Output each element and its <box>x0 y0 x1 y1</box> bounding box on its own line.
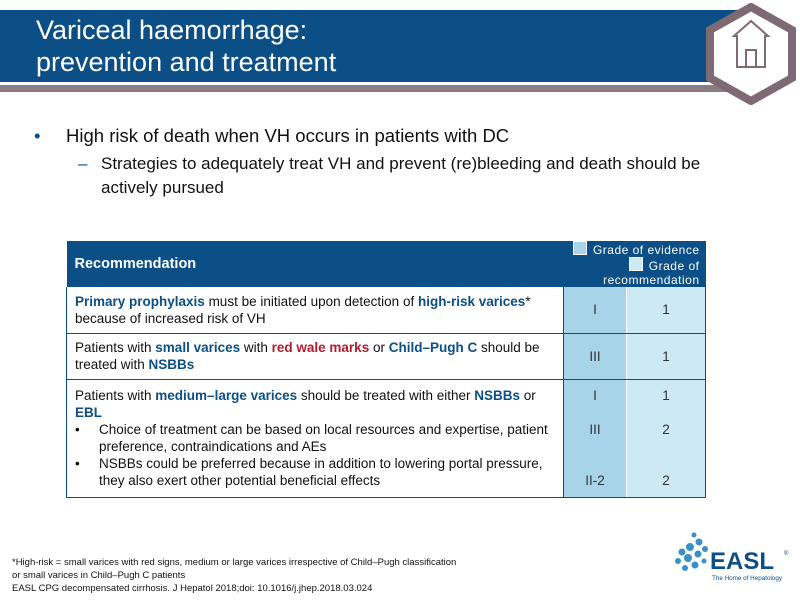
sub-bullet-item <box>34 152 734 200</box>
table-row <box>67 333 706 379</box>
grade-of-recommendation-cell: 1 <box>627 333 706 379</box>
logo-tagline: The Home of Hepatology <box>712 575 783 582</box>
header-divider <box>0 85 740 92</box>
text-span: Patients with <box>75 388 156 403</box>
grade-of-evidence-cell: I <box>564 287 627 333</box>
legend-grade-recommendation: Grade of recommendation <box>603 259 700 287</box>
bullet-dot-icon: • <box>75 456 80 471</box>
sub-point <box>75 455 555 489</box>
sub-point-text: NSBBs could be preferred because in addition to lowering portal pressure, they also exert other potential beneficial effects <box>99 456 543 488</box>
recommendation-text <box>67 379 564 497</box>
grade-of-recommendation-cell <box>627 379 706 497</box>
logo-name: EASL <box>710 548 775 575</box>
grade-value: 2 <box>662 473 670 488</box>
footnote <box>12 556 456 595</box>
evidence-value: I <box>593 388 597 403</box>
highlight-text: medium–large varices <box>155 388 298 403</box>
grade-of-evidence-cell <box>564 379 627 497</box>
recommendation-text <box>67 333 564 379</box>
bullet-dot-icon: • <box>75 422 80 437</box>
grade-of-recommendation-cell: 1 <box>627 287 706 333</box>
bullet-list <box>34 124 734 200</box>
highlight-text: NSBBs <box>474 388 521 403</box>
home-icon[interactable] <box>706 3 796 105</box>
page-title <box>36 14 336 78</box>
highlight-text: Primary prophylaxis <box>75 293 205 309</box>
grade-value: 2 <box>662 422 670 437</box>
text-span: Patients with <box>75 340 156 355</box>
highlight-text: small varices <box>155 340 241 355</box>
footnote-line: or small varices in Child–Pugh C patients <box>12 570 186 581</box>
table-row <box>67 287 706 333</box>
text-span: or <box>369 340 389 355</box>
title-line-2: prevention and treatment <box>36 47 337 77</box>
header-legend <box>564 241 706 287</box>
text-span: with <box>240 340 272 355</box>
text-span: must be initiated upon detection of <box>204 293 418 309</box>
header-recommendation: Recommendation <box>67 241 564 287</box>
easl-logo-icon <box>668 525 792 589</box>
legend-grade-evidence: Grade of evidence <box>592 243 700 257</box>
bullet-text: High risk of death when VH occurs in patients with DC <box>66 125 510 146</box>
table-row <box>67 379 706 497</box>
recommendation-legend-swatch <box>629 257 643 271</box>
text-span: * because of increased risk of VH <box>75 293 531 326</box>
recommendation-text <box>67 287 564 333</box>
title-line-1: Variceal haemorrhage: <box>36 15 308 45</box>
text-span: should be treated with <box>75 340 540 372</box>
reference-citation: EASL CPG decompensated cirrhosis. J Hepatol 2018;doi: 10.1016/j.jhep.2018.03.024 <box>12 583 373 594</box>
evidence-value: II-2 <box>585 473 605 488</box>
highlight-text: EBL <box>75 405 102 420</box>
svg-text:®: ® <box>784 551 789 557</box>
dash-icon: – <box>78 154 88 173</box>
text-span: or <box>520 388 536 403</box>
grade-value: 1 <box>662 388 670 403</box>
evidence-legend-swatch <box>573 241 587 255</box>
grade-of-evidence-cell: III <box>564 333 627 379</box>
bullet-dot-icon: • <box>34 125 41 146</box>
sub-bullet-text: Strategies to adequately treat VH and prevent (re)bleeding and death should be actively pursued <box>101 154 701 197</box>
highlight-text: NSBBs <box>148 357 195 372</box>
footnote-line: *High-risk = small varices with red signs, medium or large varices irrespective of Child–Pugh classification <box>12 557 457 568</box>
bullet-item <box>34 124 734 148</box>
row-main-text <box>75 387 555 421</box>
highlight-text: Child–Pugh C <box>388 340 478 355</box>
sub-point <box>75 421 555 455</box>
evidence-value: III <box>589 422 601 437</box>
highlight-red-text: red wale marks <box>271 340 370 355</box>
recommendation-table <box>66 241 706 498</box>
text-span: should be treated with either <box>297 388 475 403</box>
highlight-text: high-risk varices <box>417 293 526 309</box>
sub-point-text: Choice of treatment can be based on local resources and expertise, patient preference, contraindications and AEs <box>99 422 548 454</box>
table-header-row <box>67 241 706 287</box>
